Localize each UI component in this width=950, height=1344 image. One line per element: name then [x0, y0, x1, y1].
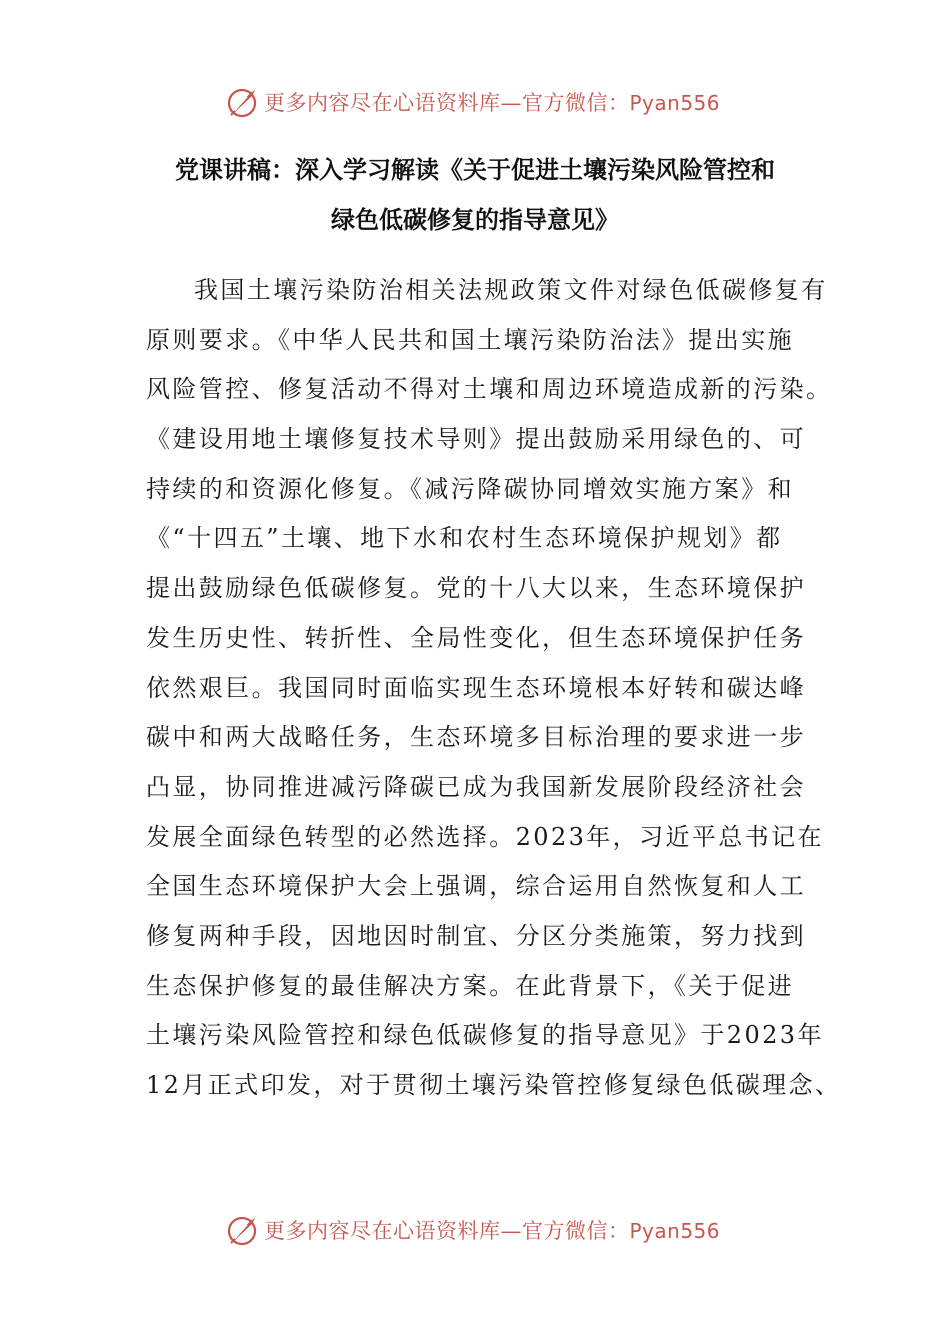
body-line: 我国土壤污染防治相关法规政策文件对绿色低碳修复有	[194, 276, 828, 304]
body-line: 发展全面绿色转型的必然选择。2023年，习近平总书记在	[146, 822, 824, 851]
body-line: 持续的和资源化修复。《减污降碳协同增效实施方案》和	[146, 474, 794, 503]
body-line: 土壤污染风险管控和绿色低碳修复的指导意见》于2023年	[146, 1021, 824, 1050]
document-title-line-2: 绿色低碳修复的指导意见》	[331, 206, 619, 234]
body-line: 依然艰巨。我国同时面临实现生态环境根本好转和碳达峰	[146, 673, 806, 702]
body-line: 《“十四五”土壤、地下水和农村生态环境保护规划》都	[146, 524, 783, 553]
watermark-text: 更多内容尽在心语资料库—官方微信：Pyan556	[264, 91, 721, 115]
body-line: 生态保护修复的最佳解决方案。在此背景下，《关于促进	[146, 971, 794, 1000]
watermark-text: 更多内容尽在心语资料库—官方微信：Pyan556	[264, 1219, 721, 1243]
body-line: 《建设用地土壤修复技术导则》提出鼓励采用绿色的、可	[146, 425, 806, 454]
footer-watermark	[226, 1210, 720, 1250]
document-title-line-1: 党课讲稿：深入学习解读《关于促进土壤污染风险管控和	[175, 156, 775, 184]
body-line: 发生历史性、转折性、全局性变化，但生态环境保护任务	[146, 623, 806, 652]
quill-circle-icon	[226, 1213, 260, 1247]
body-line: 碳中和两大战略任务，生态环境多目标治理的要求进一步	[146, 723, 806, 752]
quill-circle-icon	[226, 85, 260, 119]
body-line: 修复两种手段，因地因时制宜、分区分类施策，努力找到	[146, 921, 806, 950]
watermark-wechat-id: Pyan556	[629, 91, 721, 115]
body-line: 提出鼓励绿色低碳修复。党的十八大以来，生态环境保护	[146, 574, 806, 603]
document-body	[146, 266, 842, 1111]
body-line: 凸显，协同推进减污降碳已成为我国新发展阶段经济社会	[146, 772, 806, 801]
body-line: 原则要求。《中华人民共和国土壤污染防治法》提出实施	[146, 325, 794, 354]
body-line: 全国生态环境保护大会上强调，综合运用自然恢复和人工	[146, 872, 806, 901]
body-line: 风险管控、修复活动不得对土壤和周边环境造成新的污染。	[146, 375, 833, 404]
body-line: 12月正式印发，对于贯彻土壤污染管控修复绿色低碳理念、	[146, 1071, 842, 1099]
header-watermark	[226, 82, 720, 122]
watermark-wechat-id: Pyan556	[629, 1219, 721, 1243]
